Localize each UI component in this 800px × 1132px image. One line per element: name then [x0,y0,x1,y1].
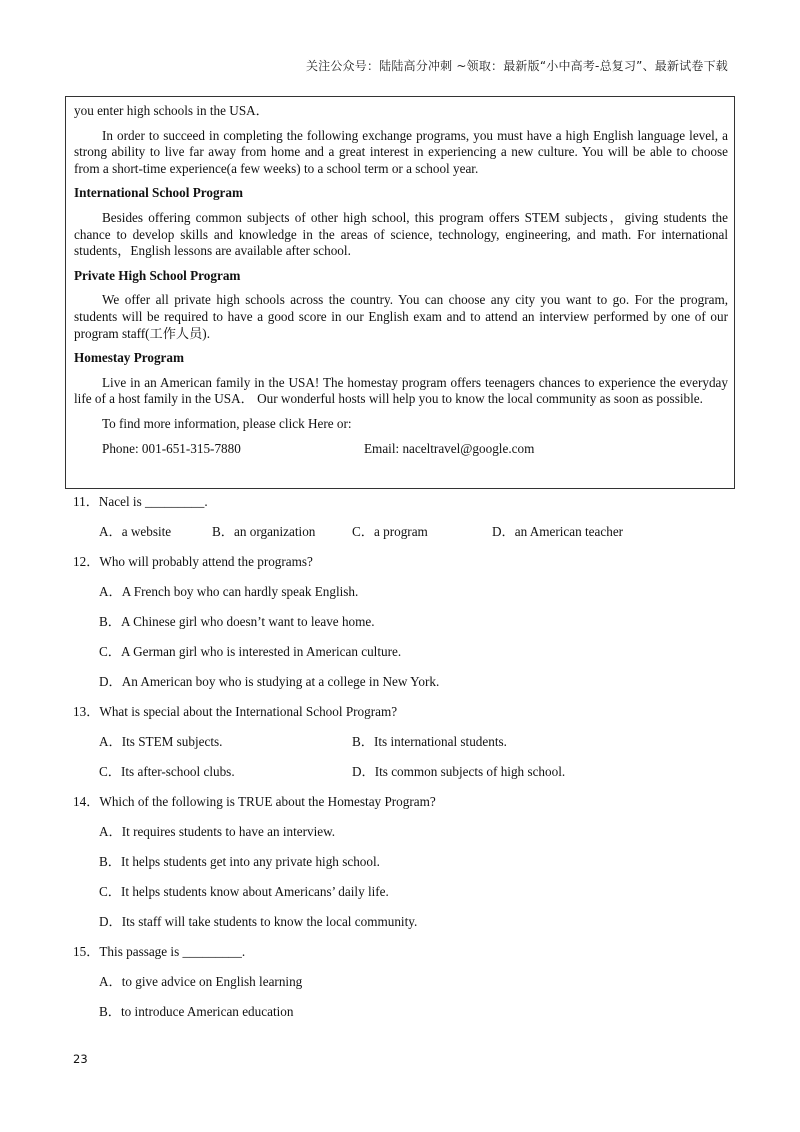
question-13-stem: 13．What is special about the International School Program? [73,704,398,719]
section-body-homestay: Live in an American family in the USA! The homestay program offers teenagers chances to experience the everyday life of a host family in the USA． Our wonderful hosts will help you to know the local community as soon as possible. [74,374,728,407]
question-11-option-d[interactable]: D．an American teacher [492,524,624,539]
question-14-option-a[interactable]: A．It requires students to have an interview. [99,824,336,839]
phone-number: Phone: 001-651-315-7880 [102,440,241,456]
question-11-option-c[interactable]: C．a program [352,524,428,539]
question-12-stem: 12．Who will probably attend the programs? [73,554,313,569]
question-15-option-a[interactable]: A．to give advice on English learning [99,974,303,989]
question-11-stem: 11．Nacel is _________. [73,494,208,509]
question-13-option-a[interactable]: A．Its STEM subjects. [99,734,223,749]
question-12-option-d[interactable]: D．An American boy who is studying at a college in New York. [99,674,440,689]
page-number: 23 [73,1052,88,1066]
section-body-private: We offer all private high schools across the country. You can choose any city you want to go. For the program, students will be required to have a good score in our English exam and to attend an interview performed by one of our program staff(工作人员). [74,292,728,341]
section-body-international: Besides offering common subjects of other high school, this program offers STEM subjects，giving students the chance to develop skills and knowledge in the areas of science, technology, engineering, and math. For international students，English lessons are available after school. [74,209,728,259]
question-11-option-b[interactable]: B．an organization [212,524,316,539]
contact-row [74,441,728,458]
question-14-option-c[interactable]: C．It helps students know about Americans’ daily life. [99,884,389,899]
passage-box [65,96,735,489]
question-12-option-c[interactable]: C．A German girl who is interested in American culture. [99,644,402,659]
more-info-text: To find more information, please click Here or: [102,415,352,431]
question-14-option-d[interactable]: D．Its staff will take students to know the local community. [99,914,418,929]
question-14-stem: 14．Which of the following is TRUE about the Homestay Program? [73,794,436,809]
question-13-option-c[interactable]: C．Its after-school clubs. [99,764,235,779]
passage-intro: In order to succeed in completing the following exchange programs, you must have a high English language level, a strong ability to live far away from home and a great interest in experiencing a new culture. You will be able to choose from a short-time experience(a few weeks) to a school term or a school year. [74,127,728,176]
page-header: 关注公众号：陆陆高分冲刺 ~领取：最新版“小中高考-总复习”、最新试卷下载 [305,59,728,73]
section-title-international: International School Program [74,185,243,201]
passage-continued: you enter high schools in the USA． [74,103,269,118]
section-title-homestay: Homestay Program [74,350,184,366]
question-11-option-a[interactable]: A．a website [99,524,172,539]
question-13-option-b[interactable]: B．Its international students. [352,734,507,749]
question-12-option-b[interactable]: B．A Chinese girl who doesn’t want to leave home. [99,614,375,629]
question-14-option-b[interactable]: B．It helps students get into any private high school. [99,854,380,869]
question-13-option-d[interactable]: D．Its common subjects of high school. [352,764,566,779]
question-15-option-b[interactable]: B．to introduce American education [99,1004,294,1019]
question-15-stem: 15．This passage is _________. [73,944,246,959]
section-title-private: Private High School Program [74,267,241,283]
email-address: Email: naceltravel@google.com [364,440,535,456]
question-12-option-a[interactable]: A．A French boy who can hardly speak English. [99,584,359,599]
